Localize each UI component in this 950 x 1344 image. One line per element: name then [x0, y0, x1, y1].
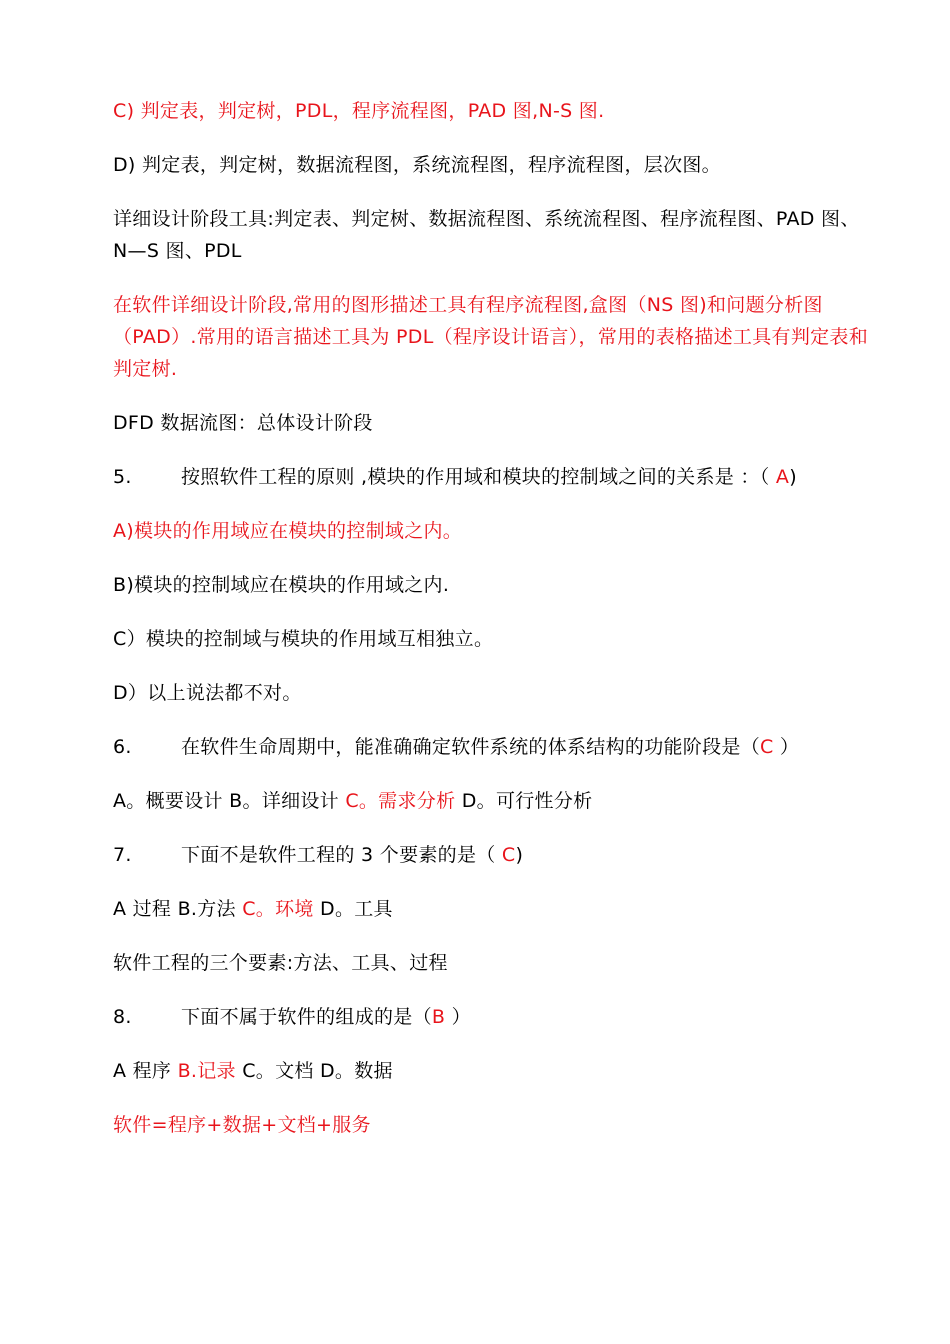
q5-option-b: B)模块的控制域应在模块的作用域之内. — [113, 574, 450, 596]
question-number: 7. — [113, 844, 132, 866]
q7-note: 软件工程的三个要素:方法、工具、过程 — [113, 952, 448, 974]
q5-option-c: C）模块的控制域与模块的作用域互相独立。 — [113, 628, 494, 650]
q6-options-part3: D。可行性分析 — [455, 790, 593, 812]
option-c-line: C) 判定表，判定树，PDL，程序流程图，PAD 图,N-S 图. — [113, 100, 605, 122]
question-close: ) — [515, 844, 524, 866]
question-6 — [113, 731, 873, 763]
question-5 — [113, 461, 873, 493]
q5-option-a: A)模块的作用域应在模块的控制域之内。 — [113, 520, 463, 542]
q8-note: 软件=程序+数据+文档+服务 — [113, 1114, 371, 1136]
question-close: ） — [773, 736, 800, 758]
dfd-note: DFD 数据流图：总体设计阶段 — [113, 412, 373, 434]
question-number: 8. — [113, 1006, 132, 1028]
question-answer: A — [775, 466, 790, 488]
question-stem: 下面不属于软件的组成的是（ — [181, 1006, 432, 1028]
q8-options-part1: A 程序 — [113, 1060, 178, 1082]
q6-options-part1: A。概要设计 B。详细设计 — [113, 790, 346, 812]
question-close: ) — [789, 466, 797, 488]
detailed-design-tools-note: 详细设计阶段工具:判定表、判定树、数据流程图、系统流程图、程序流程图、PAD 图、N—S 图、PDL — [113, 208, 860, 262]
q7-options — [113, 893, 873, 925]
q8-options-part3: C。文档 D。数据 — [235, 1060, 393, 1082]
question-stem: 按照软件工程的原则 ,模块的作用域和模块的控制域之间的关系是 ：（ — [181, 466, 776, 488]
q7-options-part3: D。工具 — [313, 898, 393, 920]
question-8 — [113, 1001, 873, 1033]
question-number: 5. — [113, 466, 132, 488]
document-page — [113, 95, 873, 1163]
question-answer: B — [431, 1006, 446, 1028]
q5-option-d: D）以上说法都不对。 — [113, 682, 302, 704]
q8-options — [113, 1055, 873, 1087]
question-answer: C — [760, 736, 774, 758]
q7-options-part1: A 过程 B.方法 — [113, 898, 243, 920]
detailed-design-red-note: 在软件详细设计阶段,常用的图形描述工具有程序流程图,盒图（NS 图)和问题分析图（PAD）.常用的语言描述工具为 PDL（程序设计语言），常用的表格描述工具有判定表和判定树. — [113, 294, 869, 380]
question-answer: C — [501, 844, 516, 866]
q8-correct-option: B.记录 — [177, 1060, 236, 1082]
question-stem: 在软件生命周期中，能准确确定软件系统的体系结构的功能阶段是（ — [181, 736, 761, 758]
q6-options — [113, 785, 873, 817]
question-stem: 下面不是软件工程的 3 个要素的是（ — [181, 844, 502, 866]
q7-correct-option: C。环境 — [242, 898, 314, 920]
q6-correct-option: C。需求分析 — [345, 790, 456, 812]
option-d-line: D) 判定表，判定树，数据流程图，系统流程图，程序流程图，层次图。 — [113, 154, 721, 176]
question-7 — [113, 839, 873, 871]
question-close: ） — [445, 1006, 471, 1028]
question-number: 6. — [113, 736, 132, 758]
